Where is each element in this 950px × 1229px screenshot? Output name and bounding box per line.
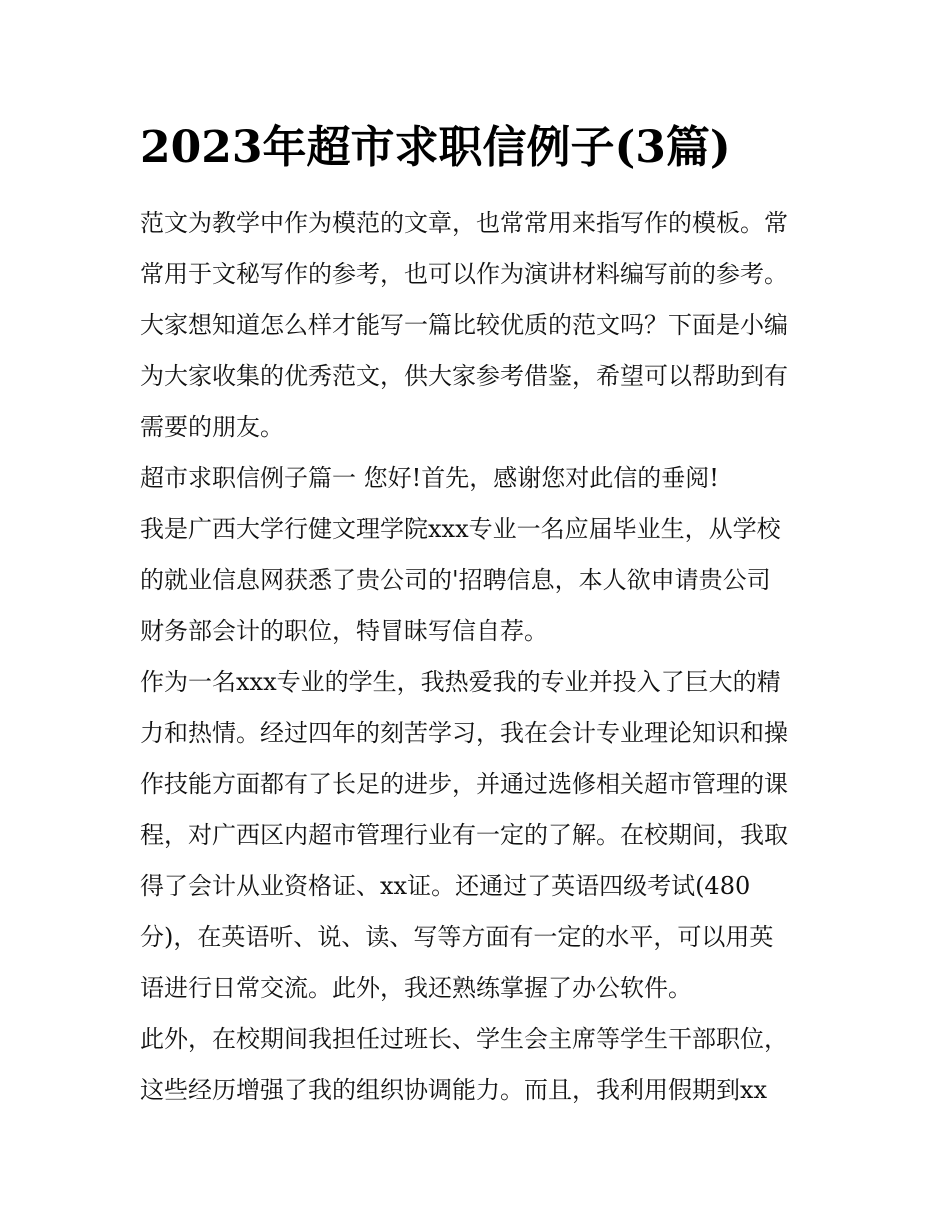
text-line: 这些经历增强了我的组织协调能力。而且，我利用假期到xx xyxy=(140,1076,768,1104)
paragraph-education xyxy=(140,657,840,1014)
text-line: 作技能方面都有了长足的进步，并通过选修相关超市管理的课 xyxy=(140,770,788,798)
text-line: 程，对广西区内超市管理行业有一定的了解。在校期间，我取 xyxy=(140,821,788,849)
text-line: 超市求职信例子篇一 您好!首先，感谢您对此信的垂阅! xyxy=(140,464,719,492)
text-line: 作为一名xxx专业的学生，我热爱我的专业并投入了巨大的精 xyxy=(140,668,781,696)
text-line: 需要的朋友。 xyxy=(140,413,284,441)
text-line: 得了会计从业资格证、xx证。还通过了英语四级考试(480 xyxy=(140,872,751,900)
text-line: 范文为教学中作为模范的文章，也常常用来指写作的模板。常 xyxy=(140,209,788,237)
paragraph-self-introduction xyxy=(140,504,840,657)
paragraph-experience xyxy=(140,1014,840,1116)
text-line: 常用于文秘写作的参考，也可以作为演讲材料编写前的参考。 xyxy=(140,260,788,288)
document-body xyxy=(140,198,840,1116)
text-line: 我是广西大学行健文理学院xxx专业一名应届毕业生，从学校 xyxy=(140,515,781,543)
paragraph-greeting xyxy=(140,453,840,504)
paragraph-intro xyxy=(140,198,840,453)
text-line: 力和热情。经过四年的刻苦学习，我在会计专业理论知识和操 xyxy=(140,719,788,747)
text-line: 大家想知道怎么样才能写一篇比较优质的范文吗？下面是小编 xyxy=(140,311,788,339)
document-title: 2023年超市求职信例子(3篇) xyxy=(140,122,731,173)
text-line: 语进行日常交流。此外，我还熟练掌握了办公软件。 xyxy=(140,974,692,1002)
text-line: 财务部会计的职位，特冒昧写信自荐。 xyxy=(140,617,548,645)
text-line: 此外，在校期间我担任过班长、学生会主席等学生干部职位， xyxy=(140,1025,788,1053)
text-line: 分)，在英语听、说、读、写等方面有一定的水平，可以用英 xyxy=(140,923,774,951)
text-line: 为大家收集的优秀范文，供大家参考借鉴，希望可以帮助到有 xyxy=(140,362,788,390)
text-line: 的就业信息网获悉了贵公司的'招聘信息，本人欲申请贵公司 xyxy=(140,566,771,594)
